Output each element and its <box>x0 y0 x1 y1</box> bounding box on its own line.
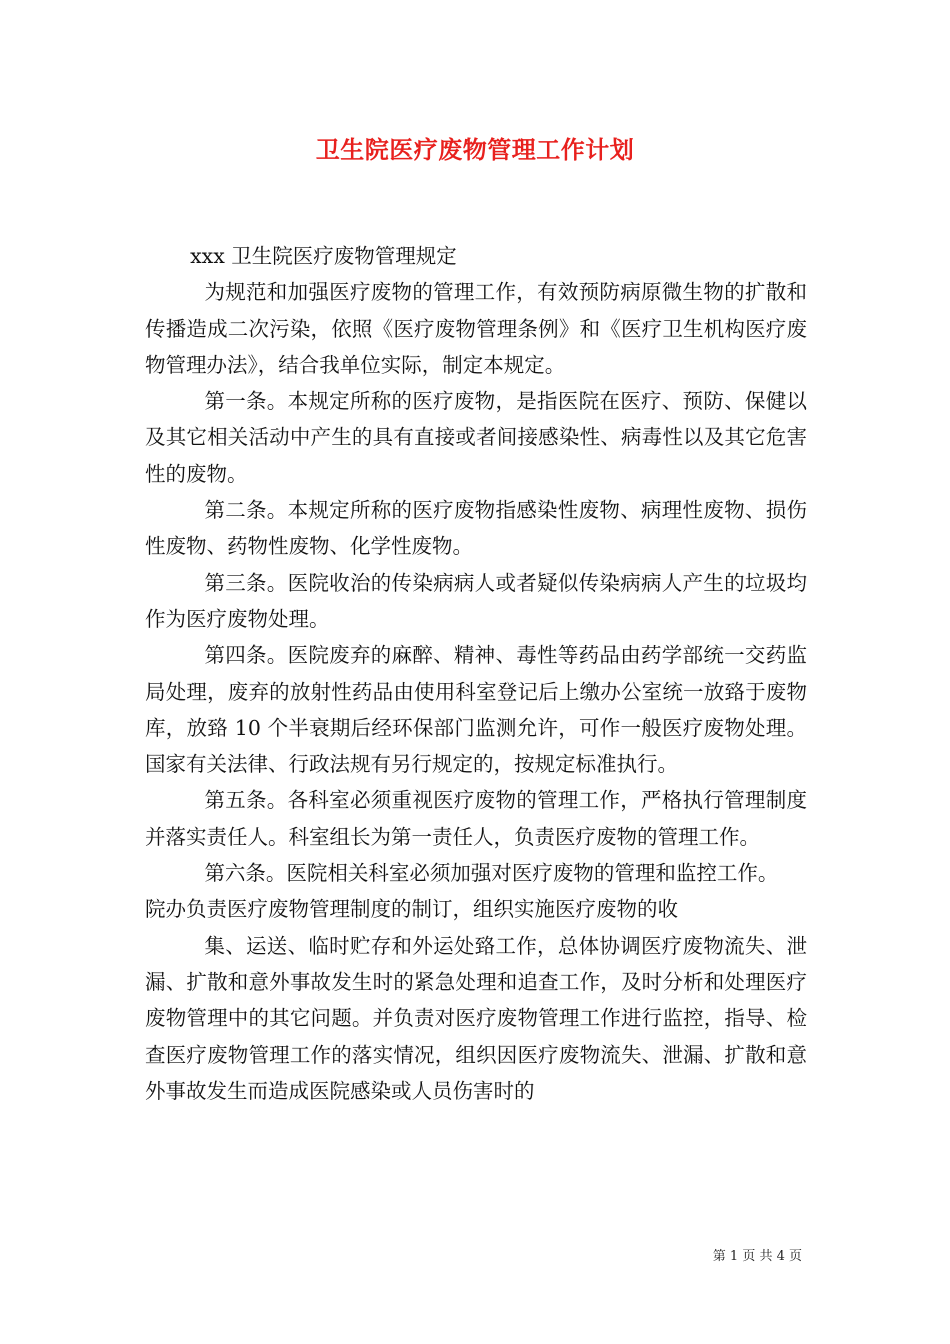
document-subtitle: xxx 卫生院医疗废物管理规定 <box>190 244 457 268</box>
page-number: 第 1 页 共 4 页 <box>712 1249 802 1264</box>
paragraph-article-6-details: 集、运送、临时贮存和外运处臵工作，总体协调医疗废物流失、泄漏、扩散和意外事故发生时的紧急处理和追查工作，及时分析和处理医疗废物管理中的其它问题。并负责对医疗废物管理工作进行监控，指导、检查医疗废物管理工作的落实情况，组织因医疗废物流失、泄漏、扩散和意外事故发生而造成医院感染或人员伤害时的 <box>145 933 807 1103</box>
paragraph-article-6: 第六条。医院相关科室必须加强对医疗废物的管理和监控工作。 <box>204 861 779 886</box>
paragraph-intro: 为规范和加强医疗废物的管理工作，有效预防病原微生物的扩散和传播造成二次污染，依照《医疗废物管理条例》和《医疗卫生机构医疗废物管理办法》，结合我单位实际，制定本规定。 <box>145 280 807 377</box>
document-title: 卫生院医疗废物管理工作计划 <box>315 135 635 164</box>
paragraph-article-3: 第三条。医院收治的传染病病人或者疑似传染病病人产生的垃圾均作为医疗废物处理。 <box>145 570 807 631</box>
paragraph-article-2: 第二条。本规定所称的医疗废物指感染性废物、病理性废物、损伤性废物、药物性废物、化学性废物。 <box>145 498 807 559</box>
document-body <box>145 238 807 1109</box>
paragraph-article-4: 第四条。医院废弃的麻醉、精神、毒性等药品由药学部统一交药监局处理，废弃的放射性药品由使用科室登记后上缴办公室统一放臵于废物库，放臵 10 个半衰期后经环保部门监测允许，可作一般医疗废物处理。国家有关法律、行政法规有另行规定的，按规定标准执行。 <box>145 643 807 777</box>
paragraph-article-1: 第一条。本规定所称的医疗废物，是指医院在医疗、预防、保健以及其它相关活动中产生的具有直接或者间接感染性、病毒性以及其它危害性的废物。 <box>145 389 807 486</box>
paragraph-article-6-continued: 院办负责医疗废物管理制度的制订，组织实施医疗废物的收 <box>145 897 678 922</box>
paragraph-article-5: 第五条。各科室必须重视医疗废物的管理工作，严格执行管理制度并落实责任人。科室组长为第一责任人，负责医疗废物的管理工作。 <box>145 788 807 849</box>
